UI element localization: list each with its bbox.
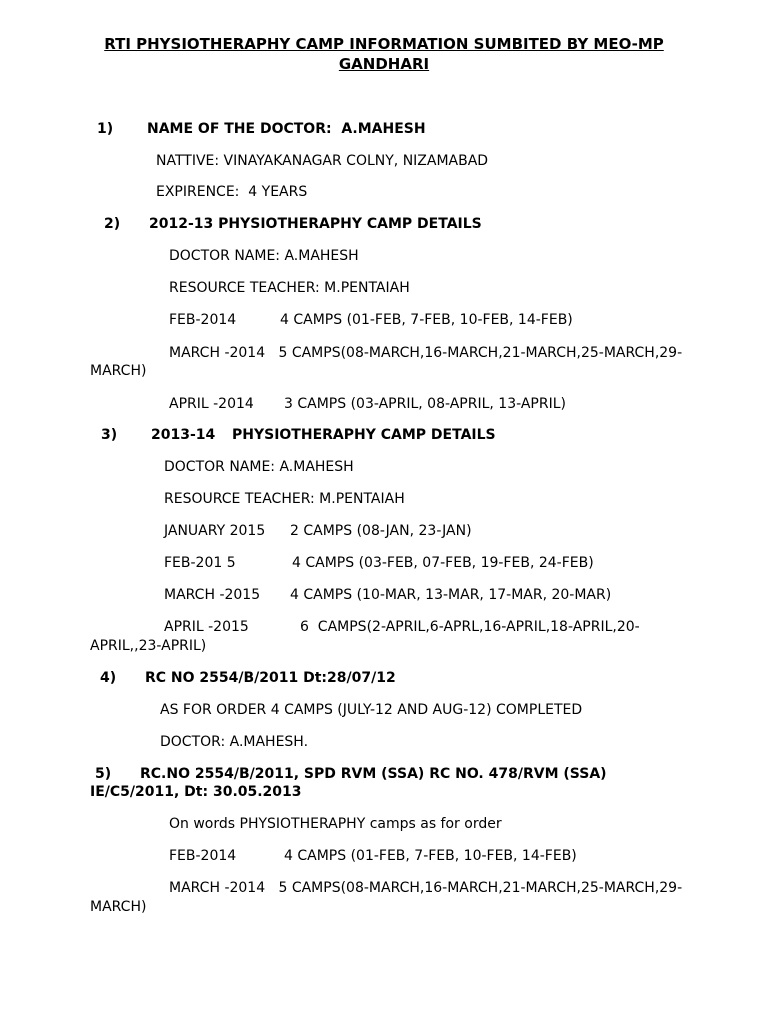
section3-heading-year: 2013-14 [151,427,216,443]
section1-experience: EXPIRENCE: 4 YEARS [156,184,308,200]
section3-april-line2: APRIL,,23-APRIL) [90,638,207,654]
section5-heading-line2: IE/C5/2011, Dt: 30.05.2013 [90,784,302,800]
section4-order: AS FOR ORDER 4 CAMPS (JULY-12 AND AUG-12) COMPLETED [160,702,583,718]
section2-march-line1: MARCH -2014 5 CAMPS(08-MARCH,16-MARCH,21-MARCH,25-MARCH,29- [169,345,683,361]
section4-heading: RC NO 2554/B/2011 Dt:28/07/12 [145,670,396,686]
document-title-line2: GANDHARI [338,55,430,73]
section1-heading: NAME OF THE DOCTOR: A.MAHESH [147,121,426,137]
section5-onwords: On words PHYSIOTHERAPHY camps as for order [169,816,502,832]
section5-march-line2: MARCH) [90,899,147,915]
section2-heading: 2012-13 PHYSIOTHERAPHY CAMP DETAILS [149,216,482,232]
section4-doctor: DOCTOR: A.MAHESH. [160,734,309,750]
section3-feb-camps: 4 CAMPS (03-FEB, 07-FEB, 19-FEB, 24-FEB) [292,555,594,571]
section2-feb-month: FEB-2014 [169,312,237,328]
section3-feb-month: FEB-201 5 [164,555,236,571]
section3-heading-text: PHYSIOTHERAPHY CAMP DETAILS [232,427,496,443]
section3-teacher: RESOURCE TEACHER: M.PENTAIAH [164,491,405,507]
section3-april-month: APRIL -2015 [164,619,249,635]
section3-number: 3) [101,427,118,443]
section1-native: NATTIVE: VINAYAKANAGAR COLNY, NIZAMABAD [156,153,489,169]
document-title-line1: RTI PHYSIOTHERAPHY CAMP INFORMATION SUMBITED BY MEO-MP [104,35,664,53]
section5-feb-camps: 4 CAMPS (01-FEB, 7-FEB, 10-FEB, 14-FEB) [284,848,577,864]
section3-march-month: MARCH -2015 [164,587,261,603]
section3-doctor: DOCTOR NAME: A.MAHESH [164,459,354,475]
section3-jan-camps: 2 CAMPS (08-JAN, 23-JAN) [290,523,472,539]
section2-april-month: APRIL -2014 [169,396,254,412]
section5-heading-line1: RC.NO 2554/B/2011, SPD RVM (SSA) RC NO. 478/RVM (SSA) [140,766,607,782]
section4-number: 4) [100,670,117,686]
section2-feb-camps: 4 CAMPS (01-FEB, 7-FEB, 10-FEB, 14-FEB) [280,312,573,328]
section5-march-line1: MARCH -2014 5 CAMPS(08-MARCH,16-MARCH,21-MARCH,25-MARCH,29- [169,880,683,896]
section2-teacher: RESOURCE TEACHER: M.PENTAIAH [169,280,410,296]
section2-march-line2: MARCH) [90,363,147,379]
section3-april-camps: 6 CAMPS(2-APRIL,6-APRL,16-APRIL,18-APRIL,20- [300,619,640,635]
section1-number: 1) [97,121,114,137]
section2-number: 2) [104,216,121,232]
section2-april-camps: 3 CAMPS (03-APRIL, 08-APRIL, 13-APRIL) [284,396,566,412]
section3-march-camps: 4 CAMPS (10-MAR, 13-MAR, 17-MAR, 20-MAR) [290,587,612,603]
section5-number: 5) [95,766,112,782]
section2-doctor: DOCTOR NAME: A.MAHESH [169,248,359,264]
section5-feb-month: FEB-2014 [169,848,237,864]
section3-jan-month: JANUARY 2015 [164,523,266,539]
